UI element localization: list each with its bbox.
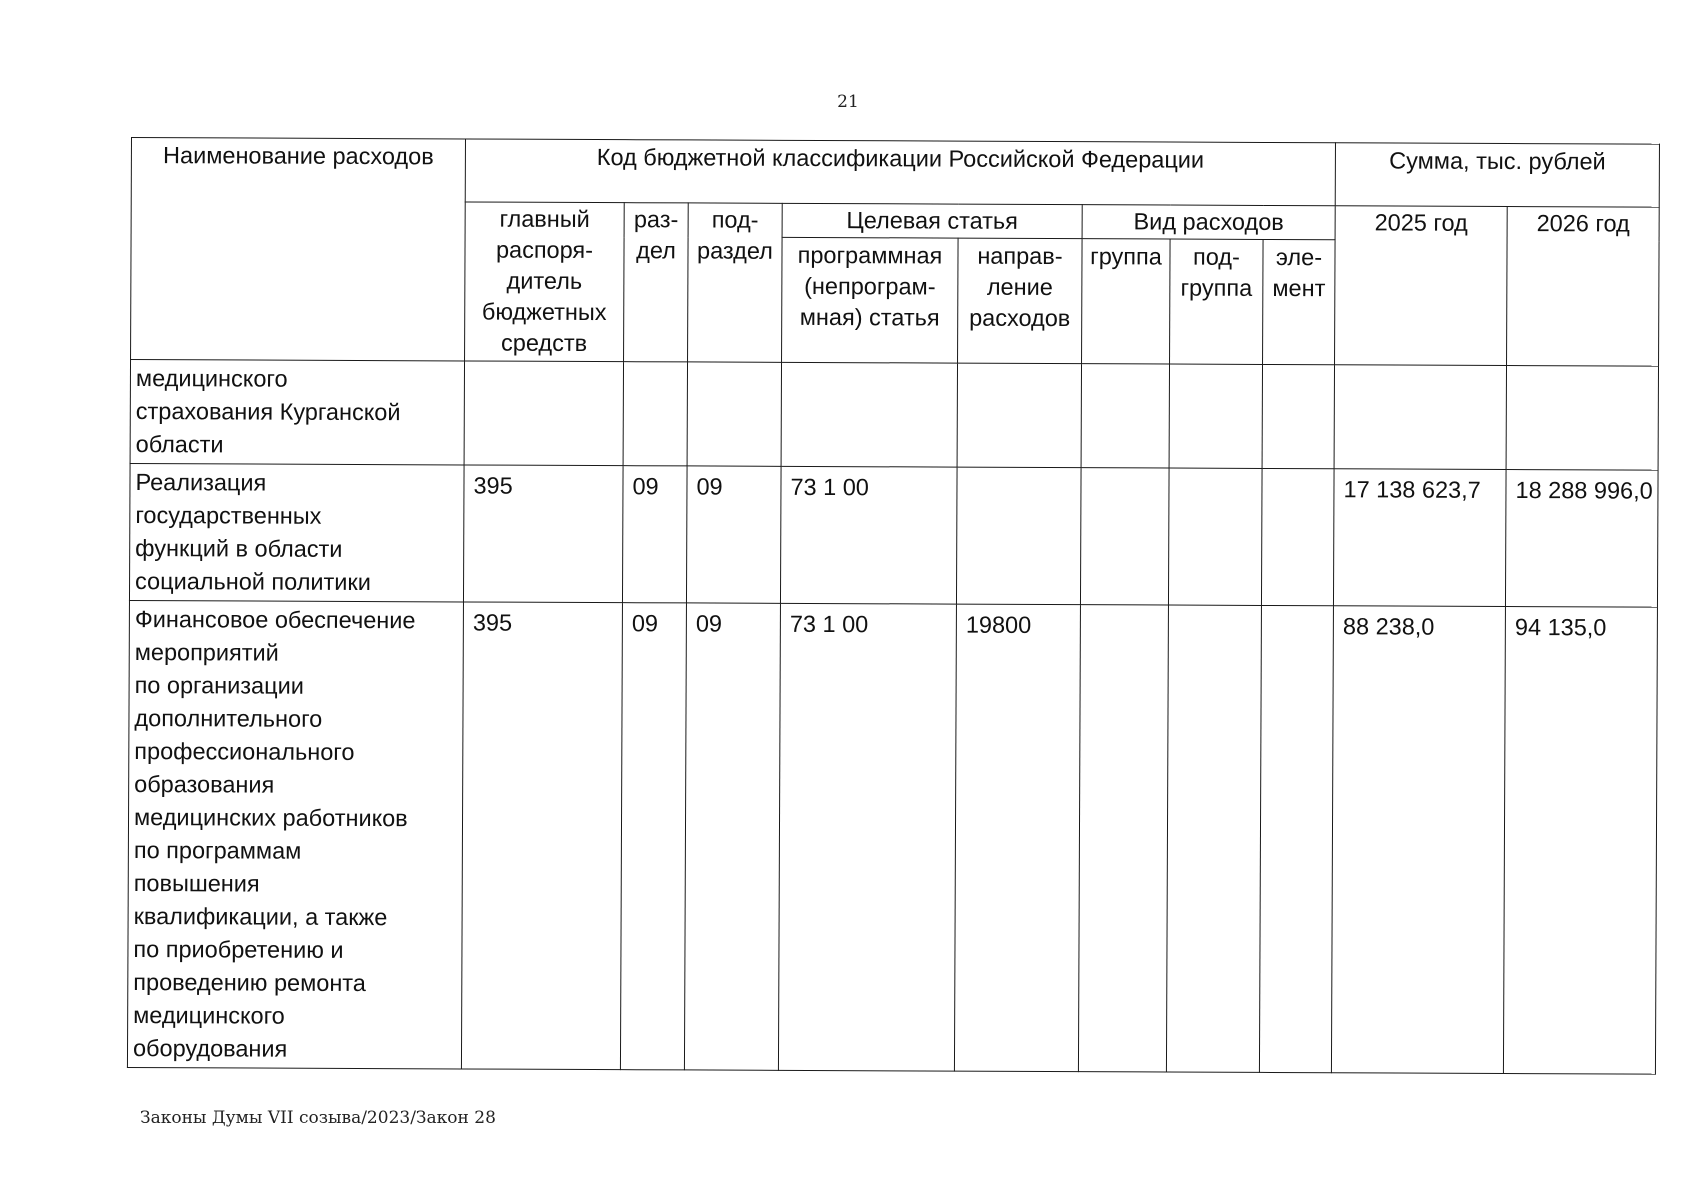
- header-chief-admin: главный распоря-дитель бюджетных средств: [465, 202, 625, 362]
- header-section: раз-дел: [624, 203, 689, 362]
- budget-table: [127, 137, 1660, 1075]
- row-group: [1078, 605, 1168, 1072]
- header-year-2025: 2025 год: [1335, 206, 1508, 366]
- row-program-article: 73 1 00: [780, 466, 957, 604]
- row-subgroup: [1169, 364, 1262, 468]
- row-name: Реализация государственных функций в области социальной политики: [129, 463, 464, 601]
- row-chief-admin: 395: [461, 602, 622, 1070]
- row-name: Финансовое обеспечение мероприятий по организации дополнительного профессионального образования медицинских работников по программам повышения квалификации, а также по приобретению и проведению ремонта медицинского оборудования: [127, 600, 463, 1068]
- header-subgroup: под-группа: [1170, 239, 1264, 364]
- header-target-article: Целевая статья: [782, 203, 1082, 238]
- row-element: [1261, 468, 1334, 605]
- header-subsection: под-раздел: [688, 203, 783, 362]
- document-footer: Законы Думы VII созыва/2023/Закон 28: [140, 1108, 496, 1128]
- row-sum-2025: 88 238,0: [1331, 606, 1505, 1074]
- header-sum: Сумма, тыс. рублей: [1335, 143, 1659, 207]
- row-name: медицинского страхования Курганской области: [130, 360, 464, 465]
- row-subsection: 09: [684, 603, 780, 1070]
- row-element: [1259, 605, 1333, 1072]
- header-element: эле-мент: [1263, 239, 1336, 364]
- row-program-article: 73 1 00: [778, 603, 956, 1071]
- row-chief-admin: [464, 361, 623, 466]
- table-row: [129, 463, 1658, 607]
- row-direction: 19800: [954, 604, 1080, 1072]
- row-direction: [957, 363, 1081, 468]
- table-row: [130, 360, 1659, 471]
- row-section: 09: [620, 603, 686, 1070]
- row-sum-2026: 94 135,0: [1503, 607, 1657, 1075]
- row-sum-2026: [1506, 366, 1658, 471]
- header-kbk: Код бюджетной классификации Российской Федерации: [465, 139, 1335, 206]
- header-name: Наименование расходов: [131, 138, 466, 361]
- page-number: 21: [837, 92, 859, 112]
- row-subsection: [687, 362, 781, 466]
- row-chief-admin: 395: [463, 465, 623, 603]
- row-section: 09: [622, 466, 687, 603]
- row-sum-2025: [1334, 365, 1506, 470]
- row-group: [1080, 468, 1169, 605]
- row-sum-2025: 17 138 623,7: [1334, 469, 1507, 607]
- row-subsection: 09: [686, 466, 781, 603]
- header-expense-type: Вид расходов: [1082, 205, 1335, 240]
- row-group: [1081, 364, 1169, 468]
- row-subgroup: [1166, 605, 1261, 1072]
- row-subgroup: [1168, 468, 1262, 605]
- row-direction: [956, 467, 1081, 605]
- header-year-2026: 2026 год: [1507, 207, 1660, 367]
- header-group: группа: [1082, 239, 1171, 364]
- row-sum-2026: 18 288 996,0: [1506, 470, 1659, 608]
- header-direction: направ-ление расходов: [958, 238, 1083, 364]
- row-section: [623, 362, 687, 466]
- row-program-article: [781, 362, 957, 467]
- table-row: [127, 600, 1657, 1074]
- row-element: [1262, 364, 1335, 468]
- header-program-article: программная (непрограм-мная) статья: [782, 237, 959, 363]
